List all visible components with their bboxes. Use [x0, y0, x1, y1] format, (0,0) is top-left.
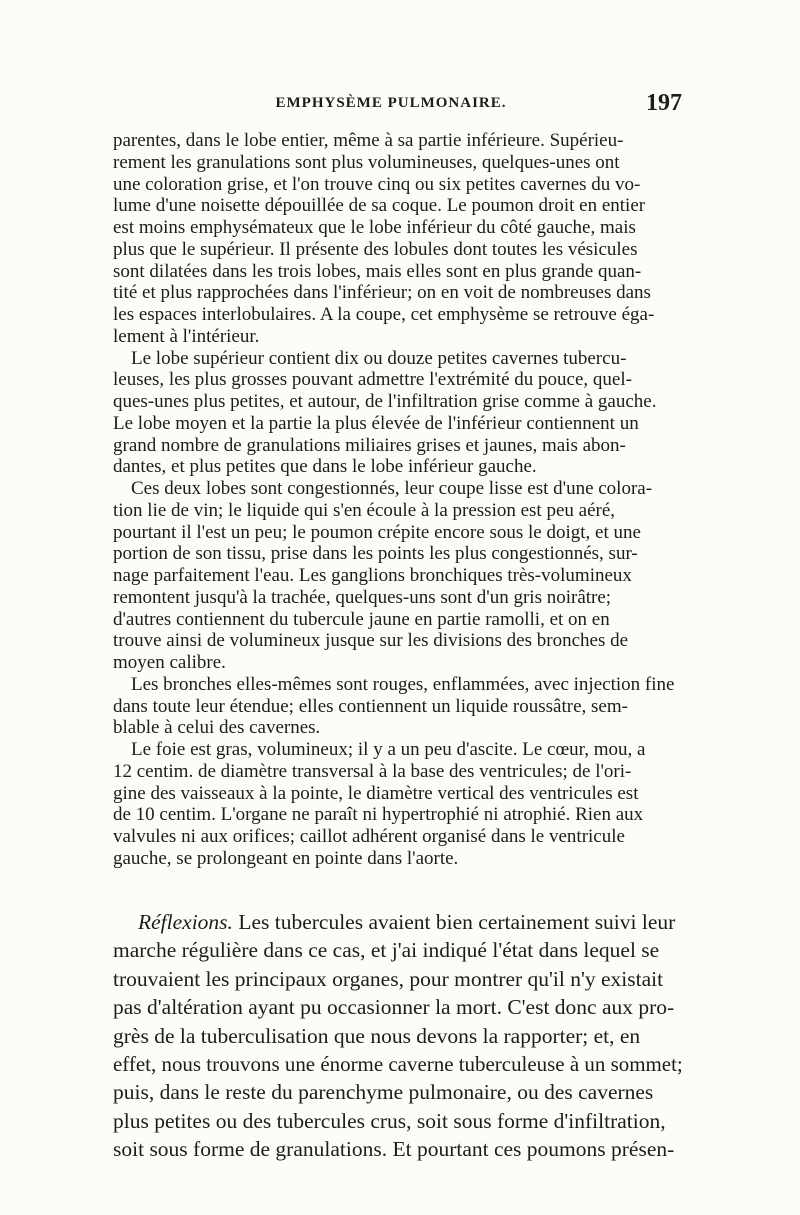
- line-text: d'autres contiennent du tubercule jaune en partie ramolli, et on en: [113, 608, 610, 630]
- text-line: [113, 152, 683, 174]
- text-line: [113, 456, 683, 478]
- text-line: [113, 522, 683, 544]
- text-line: [113, 717, 683, 739]
- line-text: plus que le supérieur. Il présente des lobules dont toutes les vésicules: [113, 238, 638, 260]
- line-text: remontent jusqu'à la trachée, quelques-uns sont d'un gris noirâtre;: [113, 586, 612, 608]
- line-text: dans toute leur étendue; elles contiennent un liquide roussâtre, sem-: [113, 695, 628, 717]
- text-line: [113, 435, 683, 457]
- text-line: [113, 500, 683, 522]
- line-text: pourtant il l'est un peu; le poumon crépite encore sous le doigt, et une: [113, 521, 641, 543]
- reflexions-label: Réflexions.: [138, 910, 233, 934]
- text-line: [113, 609, 683, 631]
- line-text: grand nombre de granulations miliaires grises et jaunes, mais abon-: [113, 434, 626, 456]
- line-text: Le lobe supérieur contient dix ou douze petites cavernes tubercu-: [131, 347, 627, 369]
- text-line: [113, 413, 683, 435]
- text-line: [131, 674, 683, 696]
- text-line: [113, 1022, 683, 1050]
- line-text: Les tubercules avaient bien certainement suivi leur: [238, 910, 676, 934]
- text-line: [113, 282, 683, 304]
- line-text: nage parfaitement l'eau. Les ganglions bronchiques très-volumineux: [113, 565, 632, 586]
- line-text: grès de la tuberculisation que nous devons la rapporter; et, en: [113, 1023, 641, 1048]
- line-text: de 10 centim. L'organe ne paraît ni hypertrophié ni atrophié. Rien aux: [113, 804, 644, 826]
- text-line: [113, 587, 683, 609]
- text-line: [113, 217, 683, 239]
- text-line: [113, 783, 683, 805]
- line-text: leuses, les plus grosses pouvant admettre l'extrémité du pouce, quel-: [113, 369, 632, 391]
- text-line: [113, 965, 683, 993]
- text-line: [113, 804, 683, 826]
- text-line: [113, 761, 683, 783]
- text-line: [113, 304, 683, 326]
- text-line: [138, 908, 683, 936]
- line-text: plus petites ou des tubercules crus, soit sous forme d'infiltration,: [113, 1108, 666, 1133]
- text-line: [113, 848, 683, 870]
- text-line: [113, 696, 683, 718]
- line-text: Le foie est gras, volumineux; il y a un peu d'ascite. Le cœur, mou, a: [131, 739, 646, 760]
- line-text: moyen calibre.: [113, 652, 226, 673]
- text-line: [113, 326, 683, 348]
- line-text: Le lobe moyen et la partie la plus élevée de l'inférieur contiennent un: [113, 412, 639, 434]
- line-text: lume d'une noisette dépouillée de sa coque. Le poumon droit en entier: [113, 195, 646, 217]
- text-line: [113, 1107, 683, 1135]
- text-line: [113, 630, 683, 652]
- line-text: puis, dans le reste du parenchyme pulmonaire, ou des cavernes: [113, 1080, 654, 1105]
- text-line: [113, 652, 683, 674]
- text-line: [131, 348, 683, 370]
- line-text: pas d'altération ayant pu occasionner la mort. C'est donc aux pro-: [113, 995, 675, 1020]
- text-line: [113, 369, 683, 391]
- text-line: [113, 1135, 683, 1163]
- text-line: [113, 1078, 683, 1106]
- text-line: [113, 130, 683, 152]
- text-line: [113, 239, 683, 261]
- line-text: tité et plus rapprochées dans l'inférieur; on en voit de nombreuses dans: [113, 282, 651, 304]
- page-number: 197: [646, 90, 682, 116]
- text-line: [131, 478, 683, 500]
- line-text: parentes, dans le lobe entier, même à sa partie inférieure. Supérieu-: [113, 130, 624, 151]
- line-text: Ces deux lobes sont congestionnés, leur coupe lisse est d'une colora-: [131, 478, 653, 499]
- line-text: est moins emphysémateux que le lobe inférieur du côté gauche, mais: [113, 217, 636, 238]
- running-title: EMPHYSÈME PULMONAIRE.: [275, 95, 507, 111]
- text-line: [131, 739, 683, 761]
- text-line: [113, 826, 683, 848]
- line-text: marche régulière dans ce cas, et j'ai indiqué l'état dans lequel se: [113, 938, 660, 963]
- line-text: valvules ni aux orifices; caillot adhérent organisé dans le ventricule: [113, 826, 625, 847]
- text-line: [113, 195, 683, 217]
- line-text: trouve ainsi de volumineux jusque sur les divisions des bronches de: [113, 630, 629, 652]
- line-text: Les bronches elles-mêmes sont rouges, enflammées, avec injection fine: [131, 673, 675, 695]
- line-text: trouvaient les principaux organes, pour montrer qu'il n'y existait: [113, 966, 664, 991]
- line-text: les espaces interlobulaires. A la coupe, cet emphysème se retrouve éga-: [113, 304, 655, 325]
- line-text: effet, nous trouvons une énorme caverne tuberculeuse à un sommet;: [113, 1052, 683, 1076]
- line-text: blable à celui des cavernes.: [113, 717, 321, 739]
- line-text: 12 centim. de diamètre transversal à la base des ventricules; de l'ori-: [113, 760, 632, 782]
- text-line: [113, 1050, 683, 1078]
- line-text: soit sous forme de granulations. Et pourtant ces poumons présen-: [113, 1137, 675, 1162]
- line-text: gauche, se prolongeant en pointe dans l'aorte.: [113, 847, 459, 869]
- line-text: sont dilatées dans les trois lobes, mais elles sont en plus grande quan-: [113, 260, 642, 282]
- text-line: [113, 174, 683, 196]
- line-text: tion lie de vin; le liquide qui s'en écoule à la pression est peu aéré,: [113, 499, 616, 521]
- page-header: [108, 90, 682, 121]
- line-text: lement à l'intérieur.: [113, 325, 260, 347]
- line-text: ques-unes plus petites, et autour, de l'infiltration grise comme à gauche.: [113, 391, 657, 412]
- line-text: une coloration grise, et l'on trouve cinq ou six petites cavernes du vo-: [113, 173, 641, 195]
- line-text: portion de son tissu, prise dans les points les plus congestionnés, sur-: [113, 543, 638, 565]
- line-text: rement les granulations sont plus volumineuses, quelques-unes ont: [113, 151, 620, 173]
- text-line: [113, 543, 683, 565]
- text-line: [113, 261, 683, 283]
- line-text: gine des vaisseaux à la pointe, le diamètre vertical des ventricules est: [113, 782, 639, 804]
- line-text: dantes, et plus petites que dans le lobe inférieur gauche.: [113, 456, 537, 478]
- text-line: [113, 565, 683, 587]
- text-line: [113, 391, 683, 413]
- text-line: [113, 936, 683, 964]
- text-line: [113, 993, 683, 1021]
